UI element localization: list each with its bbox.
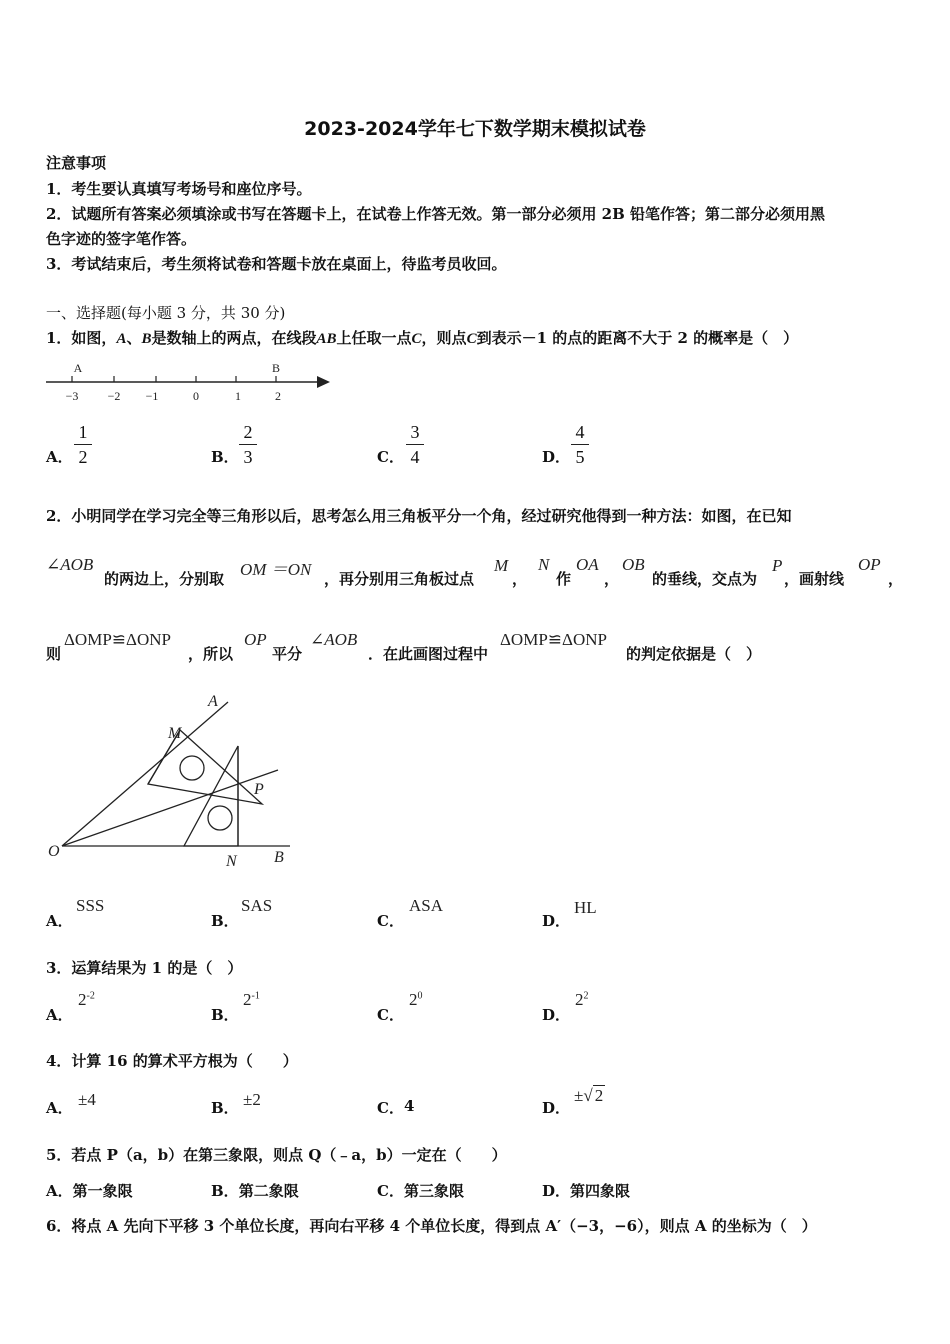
option-b-fraction[interactable]: 2 3	[237, 422, 259, 467]
option-label: B．	[211, 912, 239, 930]
math-angle: ∠AOB	[310, 630, 358, 649]
math-op: OP	[244, 630, 267, 649]
notice-heading: 注意事项	[46, 154, 107, 172]
label-m: M	[168, 725, 182, 742]
tick-label: −2	[107, 389, 121, 403]
number-line-figure	[40, 358, 340, 408]
option-label: B．	[211, 1006, 239, 1024]
notice-item: 1．考生要认真填写考场号和座位序号。	[46, 180, 312, 198]
option-c-fraction[interactable]: 3 4	[404, 422, 426, 467]
option-label: C．	[377, 912, 404, 930]
ruler-hole-circle	[208, 806, 232, 830]
text: ，所以	[188, 645, 234, 663]
math-ob: OB	[622, 555, 645, 574]
triangle-ruler-m	[148, 730, 262, 804]
option-label: A．	[46, 1099, 73, 1117]
notice-item: 色字迹的签字笔作答。	[46, 230, 197, 248]
text: ，	[888, 570, 904, 588]
triangle-ruler-n	[184, 746, 238, 846]
option-b-text[interactable]: ±2	[243, 1090, 261, 1109]
section-heading: 一、选择题(每小题 3 分，共 30 分)	[46, 304, 286, 322]
math-angle: ∠AOB	[46, 555, 94, 574]
math-congruence: ΔOMP≌ΔONP	[500, 630, 607, 649]
math-op: OP	[858, 555, 881, 574]
option-label: A．	[46, 1006, 73, 1024]
option-d-text[interactable]: HL	[574, 898, 597, 917]
option-a-text[interactable]: SSS	[76, 896, 105, 915]
text: 的两边上，分别取	[104, 570, 225, 588]
text: 平分	[272, 645, 303, 663]
label-o: O	[48, 843, 60, 860]
tick-label: 1	[235, 389, 241, 403]
tick-label: 2	[275, 389, 281, 403]
angle-bisector-figure	[40, 686, 310, 876]
page-title: 2023-2024学年七下数学期末模拟试卷	[304, 118, 646, 140]
notice-item: 3．考试结束后，考生须将试卷和答题卡放在桌面上，待监考员收回。	[46, 255, 507, 273]
math-m: M	[494, 556, 509, 575]
option-label: C．	[377, 1099, 404, 1117]
option-b[interactable]: B．第二象限	[211, 1182, 299, 1200]
math-oa: OA	[576, 555, 599, 574]
text: 的垂线，交点为	[652, 570, 758, 588]
text: 作	[556, 570, 572, 588]
option-d-power[interactable]: $2^2$	[575, 990, 589, 1009]
tick-label: −1	[145, 389, 159, 403]
option-label: B．	[211, 448, 239, 466]
point-a-label: A	[73, 361, 83, 375]
question-2-line1: 2．小明同学在学习完全等三角形以后，思考怎么用三角板平分一个角，经过研究他得到一种方法：如图，在已知	[46, 507, 792, 525]
option-a-power[interactable]: $2^{-2}$	[78, 990, 95, 1009]
math-p: P	[772, 556, 783, 575]
option-label: D．	[542, 1006, 571, 1024]
option-label: A．	[46, 448, 73, 466]
tick-label: 0	[193, 389, 199, 403]
text: ，	[604, 570, 620, 588]
math-n: N	[538, 555, 550, 574]
question-3-stem: 3．运算结果为 1 的是（ ）	[46, 959, 243, 977]
option-label: A．	[46, 912, 73, 930]
option-b-power[interactable]: $2^{-1}$	[243, 990, 260, 1009]
question-1-stem: 1．如图，A、B是数轴上的两点，在线段AB上任取一点C，则点C到表示－1 的点的距离不大于 2 的概率是（ ）	[46, 329, 799, 347]
option-c[interactable]: C．第三象限	[377, 1182, 464, 1200]
label-n: N	[226, 853, 237, 870]
notice-item: 2．试题所有答案必须填涂或书写在答题卡上，在试卷上作答无效。第一部分必须用 2B 铅笔作答；第二部分必须用黑	[46, 205, 826, 223]
option-d-fraction[interactable]: 4 5	[569, 422, 591, 467]
option-c-text[interactable]: 4	[404, 1097, 415, 1115]
option-a[interactable]: A．第一象限	[46, 1182, 133, 1200]
arrow-icon	[317, 376, 330, 388]
option-a-fraction[interactable]: 1 2	[72, 422, 94, 467]
option-c-text[interactable]: ASA	[409, 896, 444, 915]
math-congruence: ΔOMP≌ΔONP	[64, 630, 171, 649]
option-a-text[interactable]: ±4	[78, 1090, 96, 1109]
point-b-label: B	[271, 361, 281, 375]
label-p: P	[254, 781, 264, 798]
question-5-stem: 5．若点 P（a，b）在第三象限，则点 Q（﹣a，b）一定在（ ）	[46, 1146, 507, 1164]
option-label: B．	[211, 1099, 239, 1117]
option-label: C．	[377, 448, 404, 466]
text: ．在此画图过程中	[368, 645, 489, 663]
option-b-text[interactable]: SAS	[241, 896, 273, 915]
text: 的判定依据是（ ）	[626, 645, 762, 663]
tick-label: −3	[65, 389, 79, 403]
question-6-stem: 6．将点 A 先向下平移 3 个单位长度，再向右平移 4 个单位长度，得到点 A′（−3，−6），则点 A 的坐标为（ ）	[46, 1217, 817, 1235]
label-a: A	[208, 693, 218, 710]
option-label: C．	[377, 1006, 404, 1024]
ray-op	[62, 770, 278, 846]
question-4-stem: 4．计算 16 的算术平方根为（ ）	[46, 1052, 298, 1070]
option-d-sqrt[interactable]: ±√ 2	[574, 1086, 604, 1105]
text: ，画射线	[784, 570, 845, 588]
option-label: D．	[542, 912, 571, 930]
label-b: B	[274, 849, 284, 866]
text: 则	[46, 645, 62, 663]
option-c-power[interactable]: $2^0$	[409, 990, 423, 1009]
option-d[interactable]: D．第四象限	[542, 1182, 631, 1200]
math-om-on: OM ＝ON	[240, 560, 312, 579]
option-label: D．	[542, 1099, 571, 1117]
ruler-hole-circle	[180, 756, 204, 780]
text: ，再分别用三角板过点	[324, 570, 475, 588]
option-label: D．	[542, 448, 571, 466]
text: ，	[512, 570, 528, 588]
